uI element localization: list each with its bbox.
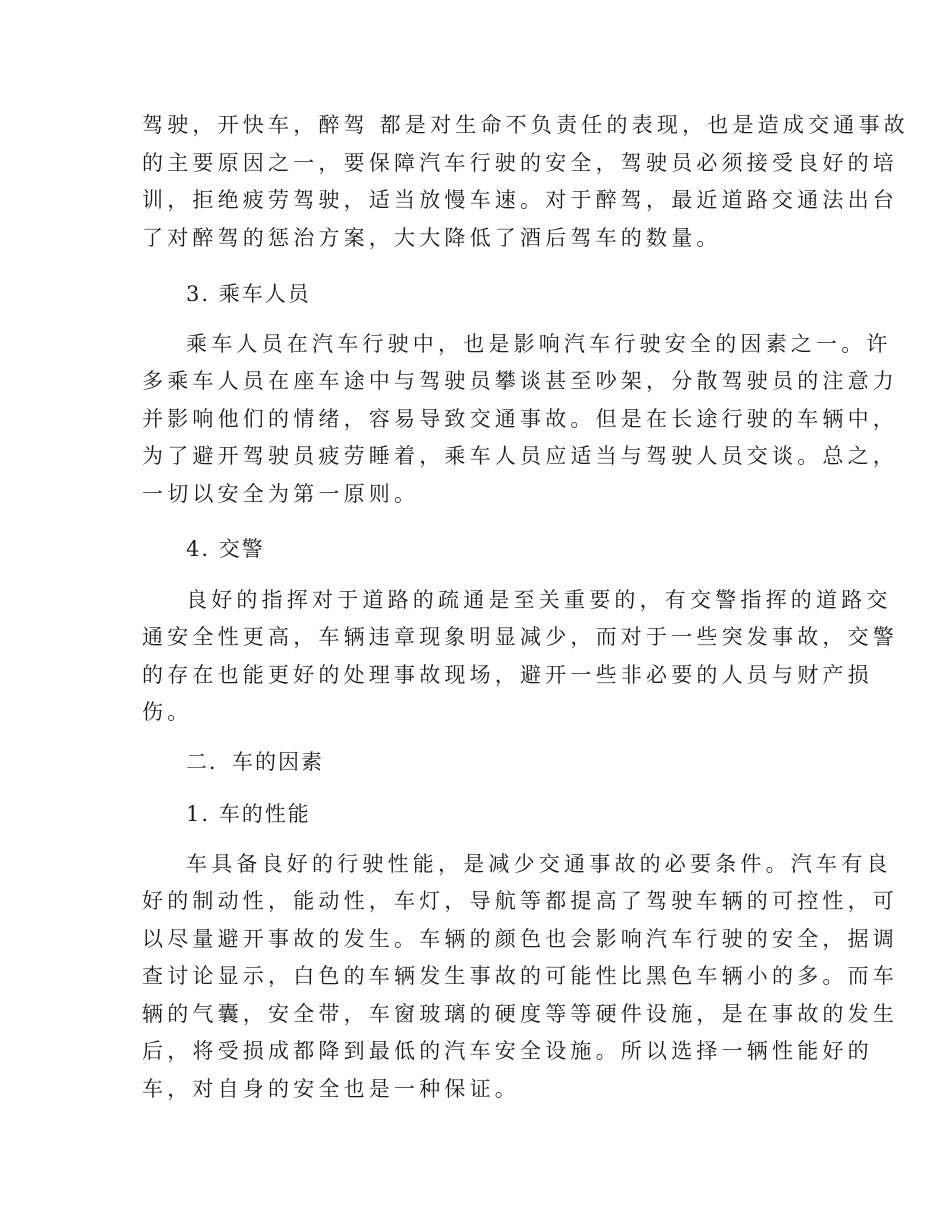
section-heading: 二．车的因素 xyxy=(186,750,324,774)
paragraph-line: 的主要原因之一，要保障汽车行驶的安全，驾驶员必须接受良好的培 xyxy=(142,151,898,175)
section-heading: 1. 车的性能 xyxy=(186,802,311,826)
paragraph-line: 良好的指挥对于道路的疏通是至关重要的，有交警指挥的道路交 xyxy=(186,588,892,612)
section-heading: 4. 交警 xyxy=(186,537,265,561)
paragraph-line: 乘车人员在汽车行驶中，也是影响汽车行驶安全的因素之一。许 xyxy=(186,332,892,356)
paragraph-line: 训，拒绝疲劳驾驶，适当放慢车速。对于醉驾，最近道路交通法出台 xyxy=(142,188,898,212)
paragraph-line: 驾驶，开快车，醉驾 都是对生命不负责任的表现，也是造成交通事故 xyxy=(142,113,909,137)
paragraph-line: 了对醉驾的惩治方案，大大降低了酒后驾车的数量。 xyxy=(142,226,722,250)
paragraph-line: 车，对自身的安全也是一种保证。 xyxy=(142,1077,520,1101)
paragraph-line: 伤。 xyxy=(142,700,193,724)
paragraph-line: 并影响他们的情绪，容易导致交通事故。但是在长途行驶的车辆中， xyxy=(142,407,898,431)
paragraph-line: 以尽量避开事故的发生。车辆的颜色也会影响汽车行驶的安全，据调 xyxy=(142,927,898,951)
paragraph-line: 通安全性更高，车辆违章现象明显减少，而对于一些突发事故，交警 xyxy=(142,625,898,649)
paragraph-line: 一切以安全为第一原则。 xyxy=(142,482,420,506)
section-heading: 3. 乘车人员 xyxy=(186,282,311,306)
paragraph-line: 好的制动性，能动性，车灯，导航等都提高了驾驶车辆的可控性，可 xyxy=(142,889,898,913)
paragraph-line: 后，将受损成都降到最低的汽车安全设施。所以选择一辆性能好的 xyxy=(142,1039,873,1063)
paragraph-line: 的存在也能更好的处理事故现场，避开一些非必要的人员与财产损 xyxy=(142,663,873,687)
paragraph-line: 为了避开驾驶员疲劳睡着，乘车人员应适当与驾驶人员交谈。总之， xyxy=(142,444,898,468)
paragraph-line: 车具备良好的行驶性能，是减少交通事故的必要条件。汽车有良 xyxy=(186,852,892,876)
paragraph-line: 查讨论显示，白色的车辆发生事故的可能性比黑色车辆小的多。而车 xyxy=(142,964,898,988)
paragraph-line: 多乘车人员在座车途中与驾驶员攀谈甚至吵架，分散驾驶员的注意力 xyxy=(142,369,898,393)
paragraph-line: 辆的气囊，安全带，车窗玻璃的硬度等等硬件设施，是在事故的发生 xyxy=(142,1002,898,1026)
